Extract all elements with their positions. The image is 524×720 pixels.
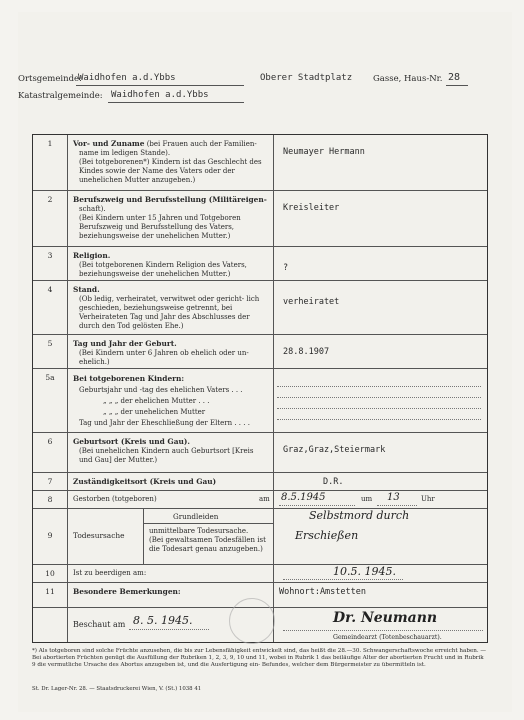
- row-number: 8: [47, 495, 53, 504]
- row-title: Stand.: [73, 285, 100, 294]
- row-8-am-label: am: [259, 495, 270, 503]
- form-table: [32, 134, 488, 643]
- row-8-uhr-label: Uhr: [421, 495, 435, 503]
- row-8-um-label: um: [361, 495, 373, 503]
- row-sub: schaft).: [79, 205, 106, 213]
- row-3-label: [73, 251, 269, 279]
- ortsgemeinde-label: Ortsgemeinde:: [18, 74, 82, 84]
- row-4-label: [73, 285, 269, 331]
- occupation-value: Kreisleiter: [283, 203, 340, 213]
- row-note: (Bei unehelichen Kindern auch Geburtsort [Kreis und Gau] der Mutter.): [79, 447, 254, 464]
- death-date-value: 8.5.1945: [281, 492, 326, 503]
- grundleiden-label: Grundleiden: [173, 512, 219, 521]
- row-title: Tag und Jahr der Geburt.: [73, 339, 177, 348]
- gasse-label: Gasse, Haus-Nr.: [373, 74, 443, 84]
- row-5: [33, 335, 487, 369]
- row-6-label: [73, 437, 269, 465]
- grundleiden-value: Selbstmord durch: [309, 509, 410, 522]
- house-number: 28: [448, 72, 461, 83]
- row-title: Geburtsort (Kreis und Gau).: [73, 437, 190, 446]
- row-2-label: [73, 195, 269, 241]
- row-8-label: [73, 495, 269, 504]
- row-9: [33, 509, 487, 565]
- birth-date-value: 28.8.1907: [283, 347, 330, 357]
- row-10-label: [73, 569, 269, 578]
- row-number: 6: [47, 437, 53, 446]
- row-note: (Bei Kindern unter 15 Jahren und Totgeboren Berufszweig und Berufsstellung des Vaters, beziehungsweise der unehelichen Mutter.): [79, 214, 241, 240]
- name-value: Neumayer Hermann: [283, 147, 365, 157]
- row-5a-label: [73, 373, 293, 429]
- remarks-value: Wohnort:Amstetten: [279, 587, 366, 597]
- row-2: [33, 191, 487, 247]
- row-title: Religion.: [73, 251, 111, 260]
- row-note: (Bei totgeborenen Kindern Religion des Vaters, beziehungsweise der unehelichen Mutter.): [79, 261, 247, 278]
- row-title: Bei totgeborenen Kindern:: [73, 374, 185, 383]
- row-title: Gestorben (totgeboren): [73, 495, 157, 503]
- row-title: Ist zu beerdigen am:: [73, 569, 147, 577]
- row-1-label: [73, 139, 269, 185]
- row-5a: [33, 369, 487, 433]
- signature-caption: Gemeindearzt (Totenbeschauarzt).: [333, 634, 442, 641]
- katastral-value: Waidhofen a.d.Ybbs: [111, 90, 209, 100]
- row-number: 3: [47, 251, 53, 260]
- row-number: 5: [47, 339, 53, 348]
- row-title: Zuständigkeitsort (Kreis und Gau): [73, 477, 217, 486]
- row-note: (Ob ledig, verheiratet, verwitwet oder gericht- lich geschieden, beziehungsweise getrennt, bei Verheirateten Tag und Jahr des Abschlusses der durch den Tod gelösten Ehe.): [79, 295, 260, 330]
- row-4: [33, 281, 487, 335]
- printer-line: St. Dr. Lager-Nr. 28. — Staatsdruckerei Wien, V. (St.) 1038 41: [32, 686, 202, 692]
- row-title-rest: (bei Frauen auch der Familien-: [144, 140, 257, 148]
- row-10: [33, 565, 487, 583]
- row-number: 10: [45, 569, 55, 578]
- katastral-label: Katastralgemeinde:: [18, 91, 103, 101]
- marital-status-value: verheiratet: [283, 297, 340, 307]
- birthplace-value: Graz,Graz,Steiermark: [283, 445, 386, 455]
- row-6: [33, 433, 487, 473]
- row-number: 4: [47, 285, 53, 294]
- unmittelbar-label: unmittelbare Todesursache.: [149, 527, 249, 535]
- official-stamp: [229, 598, 275, 644]
- row-title: Todesursache: [73, 531, 125, 540]
- row-5a-line: „ „ „ der unehelichen Mutter: [103, 408, 206, 416]
- footnote: *) Als totgeboren sind solche Früchte anzusehen, die bis zur Lebensfähigkeit entwickelt sind, das heißt die 28.—30. Schwangerschaftswoche erreicht haben. — Bei abortierten Früchten genügt die Ausfüllung der Rubriken 1, 2, 3, 9, 10 und 11, wobei in Rubrik 1 das beiläufige Alter der abortierten Frucht und in Rubrik 9 die vermutliche Ursache des Abortus anzugeben ist, und die Ausfertigung ein- Befundes, welcher dem Bürgermeister zu übermitteln ist.: [32, 648, 487, 669]
- row-3: [33, 247, 487, 281]
- row-note: (Bei totgeborenen*) Kindern ist das Geschlecht des Kindes sowie der Name des Vaters oder der unehelichen Mutter anzugeben.): [79, 158, 262, 184]
- domicile-value: D.R.: [323, 477, 344, 487]
- row-1: [33, 135, 487, 191]
- row-5-label: [73, 339, 269, 367]
- row-number: 2: [47, 195, 53, 204]
- row-number: 7: [47, 477, 53, 486]
- row-11-label: [73, 587, 269, 597]
- beschaut-date: 8. 5. 1945.: [133, 614, 193, 627]
- row-sub: name im ledigen Stande).: [79, 149, 171, 157]
- row-7-label: [73, 477, 269, 487]
- row-number: 11: [45, 587, 55, 596]
- row-title: Vor- und Zuname: [73, 139, 145, 148]
- row-number: 1: [47, 139, 53, 148]
- row-title: Besondere Bemerkungen:: [73, 587, 181, 596]
- street-value: Oberer Stadtplatz: [260, 73, 353, 83]
- religion-value: ?: [283, 263, 289, 273]
- signature: Dr. Neumann: [333, 610, 438, 626]
- row-note: (Bei Kindern unter 6 Jahren ob ehelich oder un- ehelich.): [79, 349, 249, 366]
- row-title: Berufszweig und Berufsstellung (Militäreigen-: [73, 195, 267, 204]
- death-time-value: 13: [387, 492, 400, 503]
- row-5a-line: Tag und Jahr der Eheschließung der Eltern . . . .: [79, 419, 250, 427]
- todesursache-value: Erschießen: [295, 529, 359, 542]
- unmittelbar-block: [149, 527, 271, 554]
- row-5a-line: Geburtsjahr und -tag des ehelichen Vaters . . .: [79, 386, 243, 394]
- inspection-section: [33, 607, 487, 645]
- unmittelbar-note: (Bei gewaltsamen Todesfällen ist die Todesart genau anzugeben.): [149, 536, 266, 553]
- beschaut-label: Beschaut am: [73, 620, 126, 629]
- row-5a-line: „ „ „ der ehelichen Mutter . . .: [103, 397, 210, 405]
- burial-date-value: 10.5. 1945.: [333, 565, 396, 578]
- row-number: 5a: [45, 373, 55, 382]
- row-7: [33, 473, 487, 491]
- document-sheet: [18, 12, 512, 712]
- row-8: [33, 491, 487, 509]
- ortsgemeinde-value: Waidhofen a.d.Ybbs: [78, 73, 176, 83]
- row-number: 9: [47, 531, 53, 540]
